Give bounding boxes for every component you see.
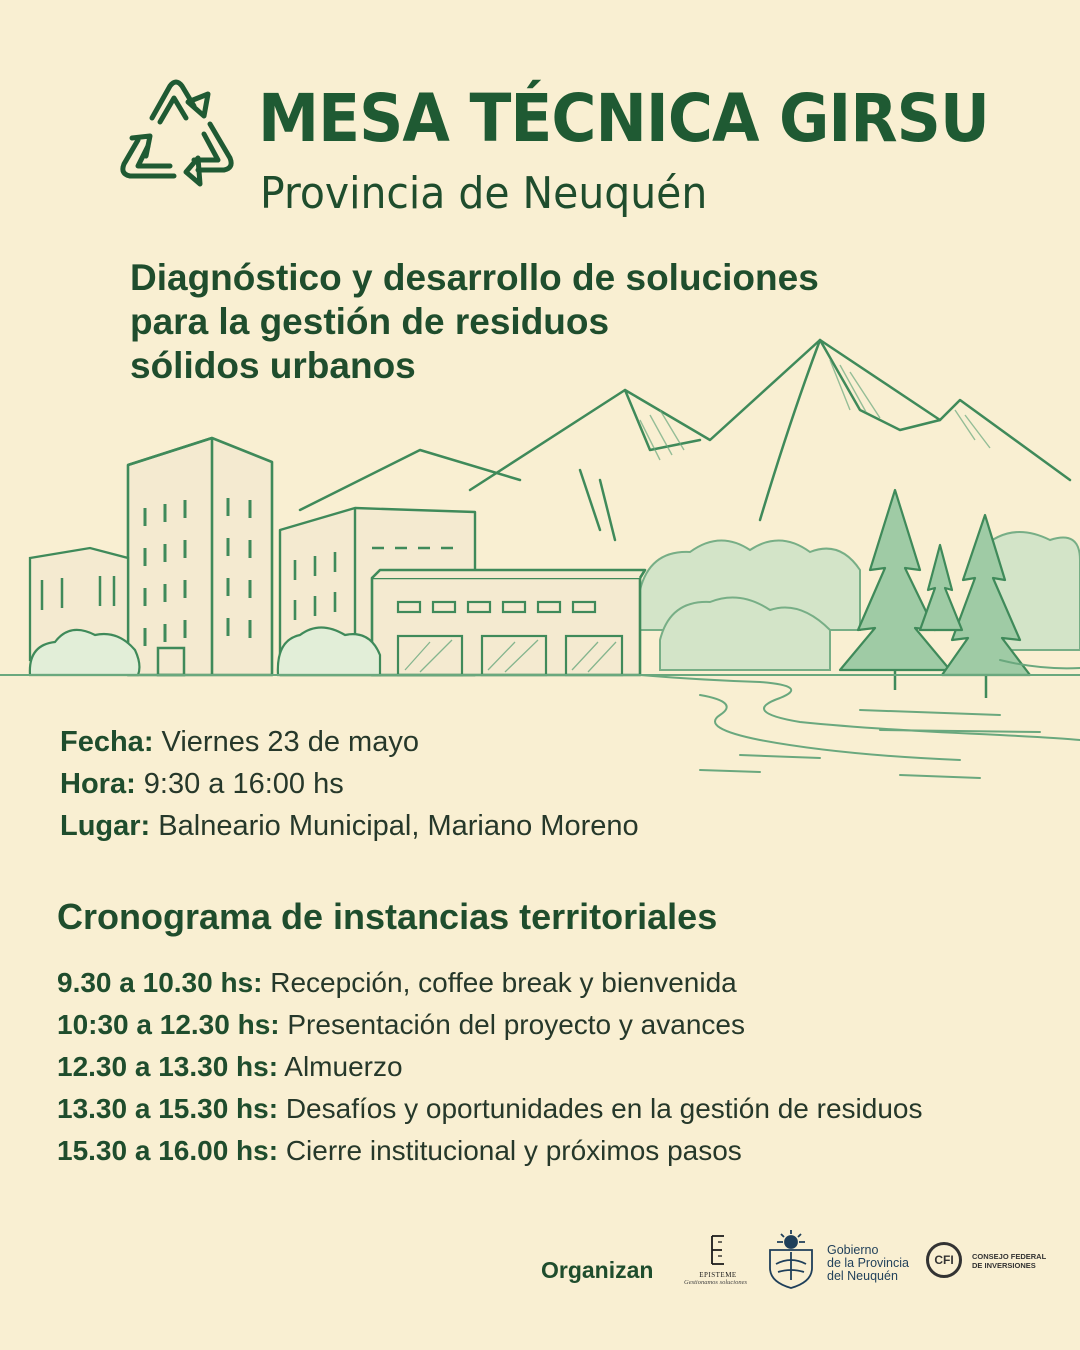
lugar-value: Balneario Municipal, Mariano Moreno <box>158 810 639 842</box>
headline-line-3: sólidos urbanos <box>130 345 416 386</box>
schedule-desc: Desafíos y oportunidades en la gestión de residuos <box>285 1093 923 1124</box>
gobierno-text <box>827 1244 909 1283</box>
cfi-text <box>972 1252 1046 1270</box>
fecha-label: Fecha: <box>60 726 154 758</box>
fecha-value: Viernes 23 de mayo <box>161 726 419 758</box>
schedule-item <box>57 1093 922 1125</box>
info-fecha <box>60 726 419 759</box>
page-subtitle: Provincia de Neuquén <box>260 168 708 219</box>
schedule-desc: Cierre institucional y próximos pasos <box>285 1135 742 1166</box>
cfi-line-2: DE INVERSIONES <box>972 1261 1036 1270</box>
schedule-time: 15.30 a 16.00 hs: <box>57 1135 279 1166</box>
schedule-time: 10:30 a 12.30 hs: <box>57 1009 280 1040</box>
schedule-desc: Recepción, coffee break y bienvenida <box>270 967 737 998</box>
hora-label: Hora: <box>60 768 136 800</box>
cfi-emblem <box>926 1242 962 1278</box>
cfi-logo <box>924 1240 1047 1284</box>
info-lugar <box>60 810 639 843</box>
cfi-line-1: CONSEJO FEDERAL <box>972 1252 1047 1261</box>
info-hora <box>60 768 344 801</box>
hora-value: 9:30 a 16:00 hs <box>143 768 344 800</box>
cfi-mark: CFI <box>934 1253 954 1267</box>
schedule-desc: Presentación del proyecto y avances <box>287 1009 745 1040</box>
gobierno-line-1: Gobierno <box>827 1243 879 1257</box>
schedule-item <box>57 967 737 999</box>
schedule-time: 13.30 a 15.30 hs: <box>57 1093 279 1124</box>
schedule-item <box>57 1009 745 1041</box>
headline-line-2: para la gestión de residuos <box>130 301 610 342</box>
schedule-item <box>57 1135 742 1167</box>
lugar-label: Lugar: <box>60 810 151 842</box>
gobierno-line-2: de la Provincia <box>827 1256 909 1270</box>
schedule-title: Cronograma de instancias territoriales <box>57 896 718 937</box>
organizers-label: Organizan <box>541 1257 654 1283</box>
schedule-time: 12.30 a 13.30 hs: <box>57 1051 279 1082</box>
episteme-tagline: Gestionamos soluciones <box>684 1279 748 1286</box>
page-title: MESA TÉCNICA GIRSU <box>258 80 989 157</box>
episteme-logo <box>684 1234 748 1294</box>
episteme-mark-icon <box>708 1234 728 1266</box>
schedule-time: 9.30 a 10.30 hs: <box>57 967 263 998</box>
schedule-desc: Almuerzo <box>284 1051 403 1082</box>
headline-line-1: Diagnóstico y desarrollo de soluciones <box>130 257 819 298</box>
gobierno-line-3: del Neuquén <box>827 1269 898 1283</box>
recycle-icon <box>112 72 240 196</box>
gobierno-neuquen-logo <box>764 1228 924 1292</box>
neuquen-shield-icon <box>764 1228 818 1290</box>
schedule-item <box>57 1051 403 1083</box>
episteme-name: EPISTEME <box>699 1271 737 1279</box>
